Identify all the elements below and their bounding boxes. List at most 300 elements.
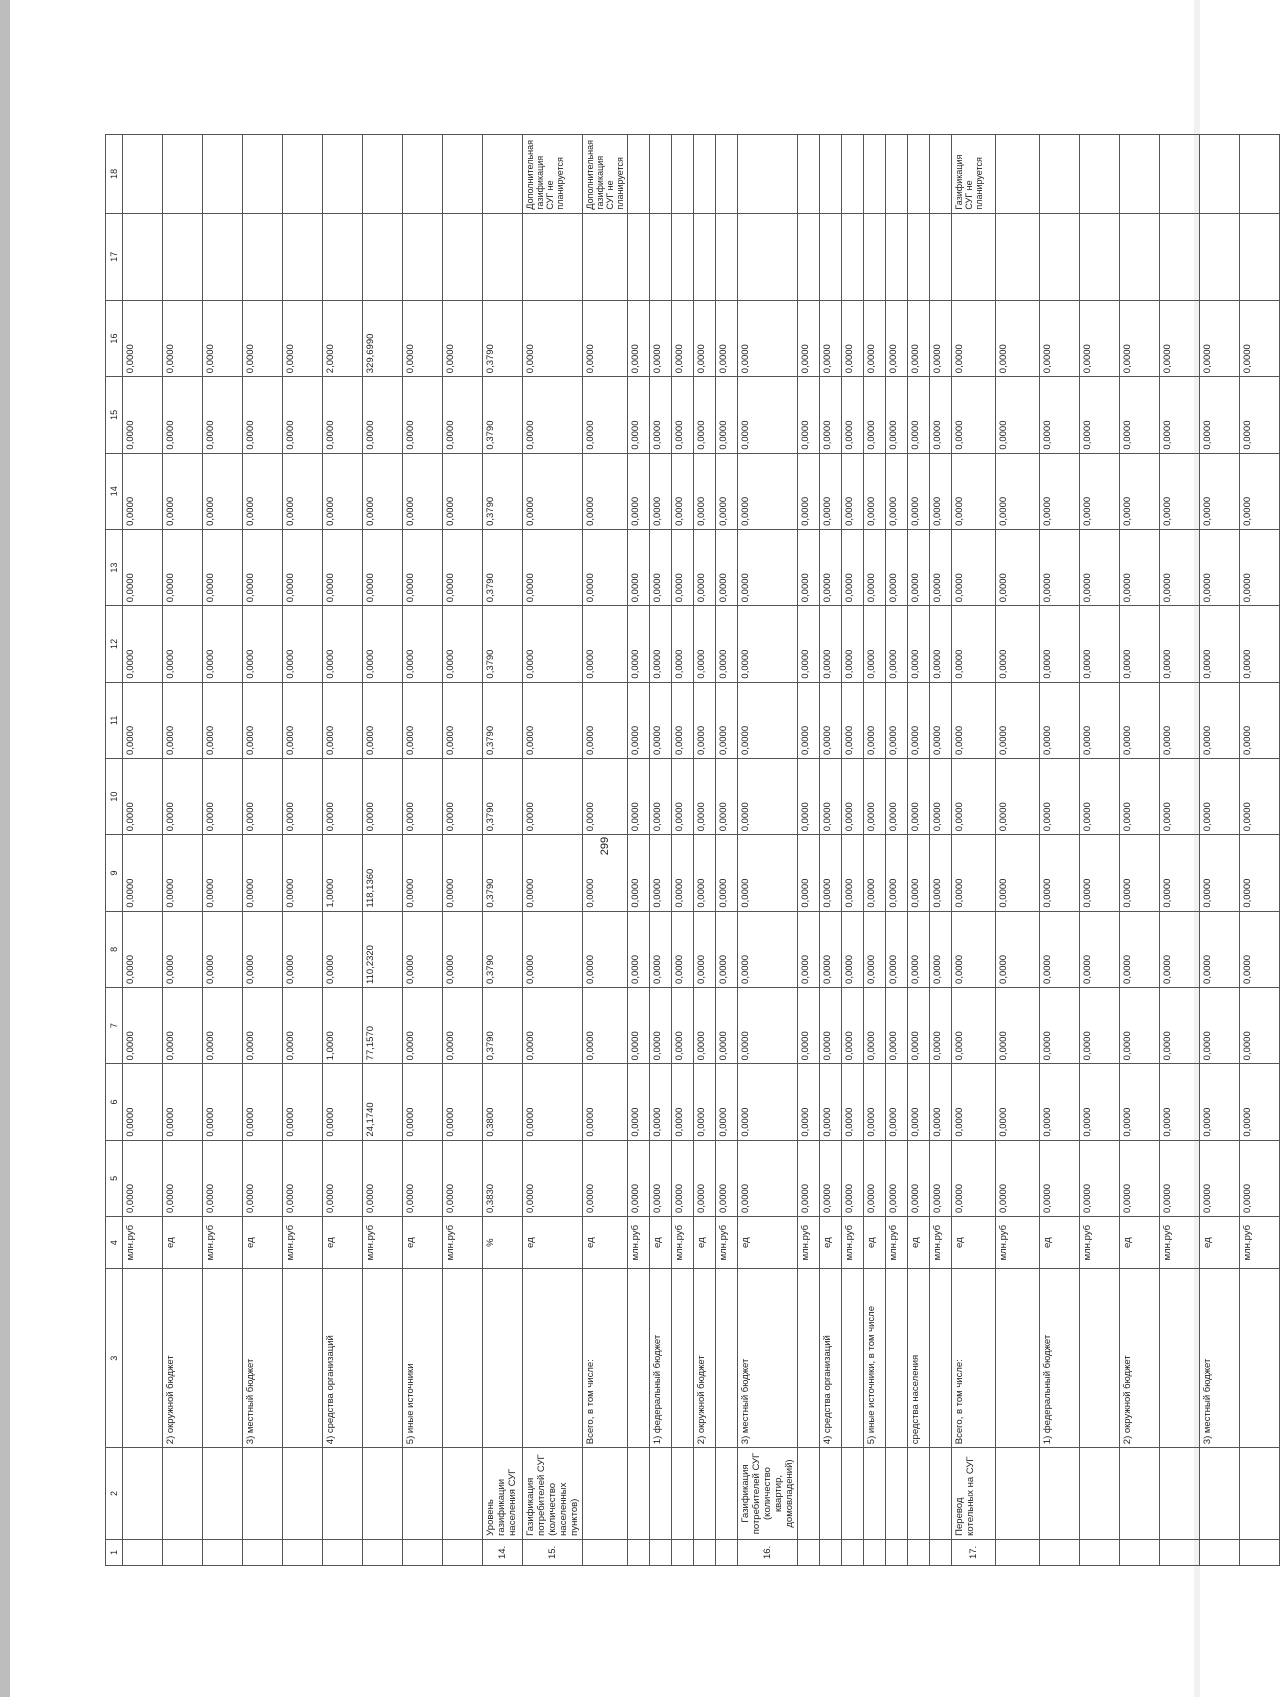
table-row: [886, 135, 908, 1566]
value-cell: 0,0000: [283, 835, 323, 911]
value-cell: 0,0000: [203, 377, 243, 453]
value-cell: 0,0000: [123, 377, 163, 453]
value-cell: 0,0000: [820, 1064, 842, 1140]
funding-source: [1240, 1269, 1280, 1448]
value-cell: 0,0000: [738, 1064, 798, 1140]
column-17-cell: [523, 213, 583, 300]
funding-source: [886, 1269, 908, 1448]
value-cell: 0,0000: [1040, 1140, 1080, 1216]
value-cell: 0,0000: [283, 606, 323, 682]
value-cell: 0,0000: [996, 300, 1040, 376]
value-cell: 0,0000: [908, 529, 930, 605]
value-cell: 0,0000: [443, 529, 483, 605]
funding-source: средства населения: [908, 1269, 930, 1448]
value-cell: 0,0000: [403, 529, 443, 605]
value-cell: 0,0000: [243, 835, 283, 911]
funding-source: Всего, в том числе:: [952, 1269, 996, 1448]
value-cell: 0,3790: [483, 453, 523, 529]
value-cell: 0,0000: [1080, 300, 1120, 376]
value-cell: 0,0000: [443, 758, 483, 834]
value-cell: 0,0000: [123, 453, 163, 529]
value-cell: 0,0000: [716, 529, 738, 605]
funding-source: 5) иные источники, в том числе: [864, 1269, 886, 1448]
note-cell: [403, 135, 443, 214]
value-cell: 0,0000: [798, 529, 820, 605]
unit-of-measure: ед: [323, 1217, 363, 1269]
unit-of-measure: млн.руб: [443, 1217, 483, 1269]
value-cell: 0,0000: [363, 682, 403, 758]
value-cell: 0,0000: [123, 758, 163, 834]
value-cell: 0,0000: [738, 1140, 798, 1216]
note-cell: [1040, 135, 1080, 214]
table-row: [523, 135, 583, 1566]
value-cell: 0,0000: [1160, 758, 1200, 834]
indicator-name: Перевод котельных на СУГ: [952, 1448, 996, 1540]
row-number: [1160, 1539, 1200, 1565]
value-cell: 0,0000: [403, 300, 443, 376]
column-17-cell: [716, 213, 738, 300]
column-17-cell: [738, 213, 798, 300]
funding-source: [1080, 1269, 1120, 1448]
value-cell: 0,0000: [583, 911, 628, 987]
table-row: [283, 135, 323, 1566]
row-number: 16.: [738, 1539, 798, 1565]
row-number: [842, 1539, 864, 1565]
value-cell: 0,0000: [583, 453, 628, 529]
value-cell: 0,0000: [163, 682, 203, 758]
value-cell: 0,0000: [1080, 606, 1120, 682]
value-cell: 0,0000: [864, 606, 886, 682]
indicator-name: [716, 1448, 738, 1540]
note-cell: [323, 135, 363, 214]
value-cell: 0,0000: [243, 529, 283, 605]
row-number: [798, 1539, 820, 1565]
value-cell: 0,0000: [1080, 682, 1120, 758]
value-cell: 0,3790: [483, 529, 523, 605]
table-row: [1240, 135, 1280, 1566]
value-cell: 0,0000: [930, 758, 952, 834]
value-cell: 0,0000: [1120, 987, 1160, 1063]
column-number: 4: [106, 1217, 123, 1269]
value-cell: 0,0000: [908, 1140, 930, 1216]
column-17-cell: [996, 213, 1040, 300]
column-number: 11: [106, 682, 123, 758]
column-17-cell: [483, 213, 523, 300]
value-cell: 0,0000: [243, 911, 283, 987]
value-cell: 0,0000: [908, 758, 930, 834]
indicator-name: [930, 1448, 952, 1540]
indicator-name: [123, 1448, 163, 1540]
value-cell: 0,0000: [323, 911, 363, 987]
value-cell: 0,0000: [443, 911, 483, 987]
value-cell: 0,0000: [650, 835, 672, 911]
value-cell: 0,0000: [163, 987, 203, 1063]
column-number: 1: [106, 1539, 123, 1565]
value-cell: 0,0000: [1080, 1064, 1120, 1140]
table-row: [716, 135, 738, 1566]
value-cell: 0,0000: [1240, 529, 1280, 605]
value-cell: 0,0000: [886, 300, 908, 376]
value-cell: 0,0000: [798, 758, 820, 834]
value-cell: 0,0000: [798, 987, 820, 1063]
page-number: 299: [599, 836, 611, 856]
value-cell: 0,0000: [163, 300, 203, 376]
value-cell: 0,0000: [952, 1140, 996, 1216]
value-cell: 0,0000: [403, 377, 443, 453]
value-cell: 0,0000: [672, 987, 694, 1063]
indicator-name: [1080, 1448, 1120, 1540]
value-cell: 0,0000: [886, 453, 908, 529]
value-cell: 0,0000: [403, 835, 443, 911]
column-17-cell: [163, 213, 203, 300]
value-cell: 0,0000: [203, 453, 243, 529]
table-row: [820, 135, 842, 1566]
value-cell: 0,0000: [842, 377, 864, 453]
value-cell: 0,0000: [1040, 300, 1080, 376]
row-number: [650, 1539, 672, 1565]
value-cell: 0,0000: [1080, 758, 1120, 834]
value-cell: 0,0000: [996, 1140, 1040, 1216]
indicator-name: [1240, 1448, 1280, 1540]
unit-of-measure: млн.руб: [203, 1217, 243, 1269]
value-cell: 24,1740: [363, 1064, 403, 1140]
value-cell: 0,0000: [650, 682, 672, 758]
value-cell: 0,0000: [886, 1140, 908, 1216]
value-cell: 0,0000: [908, 300, 930, 376]
value-cell: 0,0000: [363, 1140, 403, 1216]
table-row: [1120, 135, 1160, 1566]
table-row: [583, 135, 628, 1566]
value-cell: 0,0000: [930, 835, 952, 911]
funding-source: 4) средства организаций: [323, 1269, 363, 1448]
value-cell: 0,0000: [1120, 1064, 1160, 1140]
value-cell: 0,0000: [820, 1140, 842, 1216]
value-cell: 0,0000: [203, 911, 243, 987]
note-cell: [908, 135, 930, 214]
table-row: [798, 135, 820, 1566]
value-cell: 0,0000: [1240, 377, 1280, 453]
value-cell: 0,0000: [886, 987, 908, 1063]
value-cell: 0,0000: [123, 300, 163, 376]
value-cell: 0,0000: [1040, 682, 1080, 758]
value-cell: 0,0000: [798, 1140, 820, 1216]
column-17-cell: [886, 213, 908, 300]
funding-source: [628, 1269, 650, 1448]
value-cell: 0,0000: [930, 529, 952, 605]
indicator-name: [842, 1448, 864, 1540]
column-number: 5: [106, 1140, 123, 1216]
unit-of-measure: млн.руб: [363, 1217, 403, 1269]
value-cell: 0,0000: [650, 529, 672, 605]
value-cell: 0,0000: [583, 1064, 628, 1140]
column-17-cell: [952, 213, 996, 300]
value-cell: 0,0000: [583, 987, 628, 1063]
value-cell: 0,0000: [283, 453, 323, 529]
indicator-name: [1040, 1448, 1080, 1540]
value-cell: 0,0000: [628, 682, 650, 758]
value-cell: 0,0000: [716, 758, 738, 834]
value-cell: 0,0000: [403, 911, 443, 987]
note-cell: Дополнительная газификация СУГ не планируется: [583, 135, 628, 214]
row-number: [1040, 1539, 1080, 1565]
table-row: [483, 135, 523, 1566]
value-cell: 0,0000: [996, 1064, 1040, 1140]
value-cell: 0,0000: [650, 377, 672, 453]
value-cell: 0,0000: [798, 1064, 820, 1140]
value-cell: 0,0000: [1200, 300, 1240, 376]
value-cell: 0,0000: [842, 1140, 864, 1216]
indicator-name: [283, 1448, 323, 1540]
note-cell: Газификация СУГ не планируется: [952, 135, 996, 214]
value-cell: 0,0000: [403, 606, 443, 682]
value-cell: 0,0000: [842, 529, 864, 605]
value-cell: 0,3790: [483, 300, 523, 376]
value-cell: 0,0000: [930, 377, 952, 453]
value-cell: 0,0000: [203, 758, 243, 834]
value-cell: 0,0000: [672, 758, 694, 834]
note-cell: [798, 135, 820, 214]
value-cell: 0,3800: [483, 1064, 523, 1140]
table-row: [323, 135, 363, 1566]
column-17-cell: [820, 213, 842, 300]
value-cell: 0,0000: [798, 300, 820, 376]
column-17-cell: [243, 213, 283, 300]
table-row: [650, 135, 672, 1566]
value-cell: 0,0000: [123, 529, 163, 605]
column-17-cell: [123, 213, 163, 300]
value-cell: 0,0000: [930, 606, 952, 682]
value-cell: 0,0000: [820, 606, 842, 682]
value-cell: 0,0000: [523, 529, 583, 605]
column-17-cell: [650, 213, 672, 300]
value-cell: 0,0000: [583, 835, 628, 911]
row-number: [1200, 1539, 1240, 1565]
note-cell: [738, 135, 798, 214]
value-cell: 0,0000: [798, 911, 820, 987]
value-cell: 0,0000: [864, 987, 886, 1063]
value-cell: 0,0000: [283, 1064, 323, 1140]
unit-of-measure: ед: [163, 1217, 203, 1269]
unit-of-measure: млн.руб: [842, 1217, 864, 1269]
value-cell: 0,0000: [952, 300, 996, 376]
value-cell: 0,0000: [1080, 835, 1120, 911]
value-cell: 0,0000: [1240, 987, 1280, 1063]
row-number: 15.: [523, 1539, 583, 1565]
value-cell: 0,0000: [1040, 987, 1080, 1063]
funding-source: [123, 1269, 163, 1448]
unit-of-measure: ед: [523, 1217, 583, 1269]
value-cell: 0,0000: [163, 911, 203, 987]
table-row: [952, 135, 996, 1566]
unit-of-measure: млн.руб: [716, 1217, 738, 1269]
column-17-cell: [930, 213, 952, 300]
value-cell: 0,0000: [842, 1064, 864, 1140]
value-cell: 0,0000: [523, 300, 583, 376]
value-cell: 0,0000: [738, 453, 798, 529]
financing-table: [105, 134, 1280, 1566]
value-cell: 0,0000: [996, 758, 1040, 834]
table-row: [363, 135, 403, 1566]
value-cell: 0,0000: [523, 1064, 583, 1140]
value-cell: 0,0000: [163, 835, 203, 911]
value-cell: 0,0000: [583, 606, 628, 682]
value-cell: 0,0000: [123, 1140, 163, 1216]
value-cell: 0,0000: [628, 1140, 650, 1216]
column-17-cell: [403, 213, 443, 300]
value-cell: 0,0000: [842, 300, 864, 376]
value-cell: 0,0000: [886, 377, 908, 453]
unit-of-measure: ед: [243, 1217, 283, 1269]
value-cell: 0,0000: [798, 835, 820, 911]
value-cell: 0,0000: [842, 758, 864, 834]
value-cell: 0,0000: [363, 453, 403, 529]
value-cell: 0,0000: [628, 300, 650, 376]
value-cell: 0,0000: [628, 529, 650, 605]
value-cell: 0,0000: [583, 300, 628, 376]
value-cell: 0,0000: [628, 606, 650, 682]
value-cell: 0,0000: [1240, 835, 1280, 911]
value-cell: 0,0000: [443, 1064, 483, 1140]
funding-source: 1) федеральный бюджет: [1040, 1269, 1080, 1448]
value-cell: 0,0000: [123, 1064, 163, 1140]
value-cell: 0,0000: [694, 606, 716, 682]
indicator-name: [672, 1448, 694, 1540]
value-cell: 0,0000: [203, 1064, 243, 1140]
column-17-cell: [798, 213, 820, 300]
unit-of-measure: млн.руб: [1160, 1217, 1200, 1269]
note-cell: [820, 135, 842, 214]
value-cell: 0,0000: [443, 987, 483, 1063]
value-cell: 0,0000: [583, 377, 628, 453]
unit-of-measure: млн.руб: [628, 1217, 650, 1269]
value-cell: 0,0000: [650, 300, 672, 376]
row-number: [323, 1539, 363, 1565]
value-cell: 0,0000: [1080, 987, 1120, 1063]
note-cell: [1080, 135, 1120, 214]
value-cell: 0,0000: [672, 682, 694, 758]
table-row: [203, 135, 243, 1566]
column-number: 9: [106, 835, 123, 911]
note-cell: [123, 135, 163, 214]
value-cell: 0,0000: [1040, 835, 1080, 911]
table-row: [738, 135, 798, 1566]
table-row: [908, 135, 930, 1566]
value-cell: 0,0000: [443, 377, 483, 453]
value-cell: 0,0000: [908, 911, 930, 987]
column-17-cell: [363, 213, 403, 300]
value-cell: 0,0000: [820, 987, 842, 1063]
value-cell: 0,0000: [243, 987, 283, 1063]
note-cell: [694, 135, 716, 214]
value-cell: 0,0000: [283, 377, 323, 453]
indicator-name: [908, 1448, 930, 1540]
unit-of-measure: млн.руб: [1240, 1217, 1280, 1269]
row-number: [1080, 1539, 1120, 1565]
value-cell: 0,0000: [716, 835, 738, 911]
unit-of-measure: ед: [1200, 1217, 1240, 1269]
row-number: [123, 1539, 163, 1565]
column-17-cell: [1200, 213, 1240, 300]
row-number: [820, 1539, 842, 1565]
indicator-name: [163, 1448, 203, 1540]
value-cell: 0,0000: [628, 987, 650, 1063]
note-cell: [283, 135, 323, 214]
value-cell: 0,0000: [694, 835, 716, 911]
value-cell: 0,0000: [820, 758, 842, 834]
indicator-name: [403, 1448, 443, 1540]
column-number: 2: [106, 1448, 123, 1540]
funding-source: 3) местный бюджет: [1200, 1269, 1240, 1448]
indicator-name: [1160, 1448, 1200, 1540]
value-cell: 0,0000: [864, 682, 886, 758]
unit-of-measure: млн.руб: [672, 1217, 694, 1269]
funding-source: [203, 1269, 243, 1448]
funding-source: 2) окружной бюджет: [163, 1269, 203, 1448]
value-cell: 0,0000: [323, 377, 363, 453]
value-cell: 0,0000: [1120, 606, 1160, 682]
value-cell: 0,0000: [363, 377, 403, 453]
value-cell: 0,0000: [908, 377, 930, 453]
value-cell: 0,0000: [323, 453, 363, 529]
value-cell: 0,0000: [930, 453, 952, 529]
value-cell: 0,0000: [738, 911, 798, 987]
value-cell: 0,0000: [716, 377, 738, 453]
value-cell: 0,0000: [738, 987, 798, 1063]
value-cell: 0,0000: [163, 758, 203, 834]
value-cell: 0,0000: [886, 606, 908, 682]
rotated-page: [105, 134, 1253, 1566]
row-number: [628, 1539, 650, 1565]
column-17-cell: [842, 213, 864, 300]
table-row: [163, 135, 203, 1566]
row-number: [1120, 1539, 1160, 1565]
value-cell: 0,0000: [996, 835, 1040, 911]
value-cell: 0,3790: [483, 377, 523, 453]
value-cell: 2,0000: [323, 300, 363, 376]
value-cell: 0,0000: [952, 453, 996, 529]
value-cell: 118,1360: [363, 835, 403, 911]
funding-source: [483, 1269, 523, 1448]
value-cell: 0,0000: [952, 682, 996, 758]
value-cell: 0,0000: [694, 758, 716, 834]
value-cell: 0,0000: [952, 835, 996, 911]
value-cell: 0,0000: [583, 758, 628, 834]
value-cell: 0,0000: [1080, 529, 1120, 605]
value-cell: 0,0000: [1160, 453, 1200, 529]
value-cell: 0,0000: [523, 758, 583, 834]
value-cell: 0,0000: [203, 835, 243, 911]
value-cell: 0,0000: [908, 1064, 930, 1140]
value-cell: 0,0000: [798, 377, 820, 453]
unit-of-measure: млн.руб: [1080, 1217, 1120, 1269]
value-cell: 0,0000: [283, 1140, 323, 1216]
value-cell: 0,0000: [1120, 835, 1160, 911]
row-number: [363, 1539, 403, 1565]
value-cell: 0,0000: [864, 529, 886, 605]
indicator-name: [243, 1448, 283, 1540]
value-cell: 0,0000: [864, 300, 886, 376]
value-cell: 0,0000: [952, 606, 996, 682]
funding-source: 2) окружной бюджет: [1120, 1269, 1160, 1448]
value-cell: 0,0000: [1240, 606, 1280, 682]
value-cell: 0,0000: [1200, 758, 1240, 834]
value-cell: 0,0000: [443, 682, 483, 758]
column-number: 16: [106, 300, 123, 376]
note-cell: [650, 135, 672, 214]
value-cell: 0,0000: [1240, 758, 1280, 834]
value-cell: 0,0000: [443, 606, 483, 682]
value-cell: 0,0000: [716, 1140, 738, 1216]
